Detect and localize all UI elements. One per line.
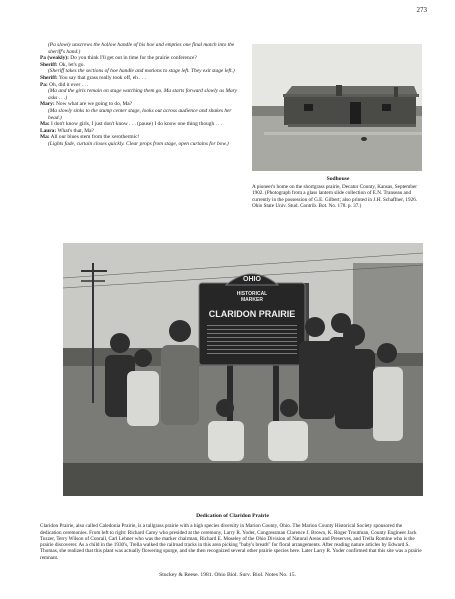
sodhouse-caption (252, 176, 424, 209)
claridon-prairie-photo (63, 243, 423, 496)
marker-banner-line1: HISTORICAL (236, 291, 268, 297)
dialogue-line (40, 55, 240, 62)
speaker-name: Laura: (40, 127, 57, 134)
speaker-name: Ma: (40, 121, 50, 128)
line-text: Now what are we going to do, Ma? (54, 101, 133, 108)
sodhouse-photo (252, 44, 422, 171)
speaker-name: Sheriff: (40, 74, 58, 81)
speaker-name: Mary: (40, 101, 55, 108)
line-text: I don't know girls, I just don't know . . . (pause) I do know one thing though . . . (49, 121, 223, 128)
sodhouse-caption-text: A pioneer's home on the shortgrass prairie, Decatur County, Kansas, September 1902. (Photograph from a glass lantern slide collection of E.N. Transeau and currently in the possession of G.E. Gilbert; also printed in J.H. Schaffner, 1926. Ohio State Univ. Stud. Contrib. Bot. No. 178. p. 37.) (252, 184, 418, 209)
dialogue-line (40, 101, 240, 108)
stage-direction: (Ma and the girls remain on stage watching them go. Ma starts forward slowly as Mary asks . . .) (48, 88, 238, 101)
dedication-caption (40, 513, 425, 561)
play-dialogue (40, 42, 240, 148)
sodhouse-title: Sodhouse (326, 176, 350, 182)
dialogue-line (40, 134, 240, 141)
stage-direction: (Pa slowly unscrews the hollow handle of his hoe and empties one final match into the sheriff's hand.) (48, 42, 235, 55)
line-text: You say that grass really took off, eh . . . (57, 74, 146, 81)
speaker-name: Pa: (40, 81, 48, 88)
marker-banner-line2: MARKER (241, 297, 263, 303)
speaker-name: Ma: (40, 134, 50, 141)
dedication-title: Dedication of Claridon Prairie (196, 513, 269, 519)
marker-state: OHIO (243, 276, 261, 283)
line-text: All our blues stem from the xerothermic! (49, 134, 140, 141)
line-text: What's that, Ma? (56, 127, 94, 134)
footer-citation: Stuckey & Reese. 1981. Ohio Biol. Surv. Biol. Notes No. 15. (159, 572, 296, 578)
marker-title: CLARIDON PRAIRIE (208, 309, 296, 319)
line-text: Do you think I'll get out in time for the prairie conference? (68, 55, 197, 62)
stage-direction: (Ma slowly sinks to the stump center stage, looks out across audience and shakes her head.) (48, 107, 232, 121)
dialogue-line (40, 121, 240, 128)
speaker-name: Pa (weakly): (40, 55, 69, 62)
page-number: 273 (416, 6, 427, 14)
dialogue-line (40, 75, 240, 82)
speaker-name: Sheriff: (40, 61, 58, 68)
line-text: Ok, let's go. (57, 61, 85, 68)
stage-direction: (Sheriff takes the sections of hoe handle and motions to stage left. They exit stage left.) (48, 68, 235, 75)
line-text: Oh, did it ever . . . (47, 81, 89, 88)
dedication-caption-text: Claridon Prairie, also called Caledonia Prairie, is a tallgrass prairie with a high species diversity in Marion County, Ohio. The Marion County Historical Society sponsored the dedication ceremonies. From left to right: Richard Carey who presided at the ceremony, Larry R. Yoder, Congressman Clarence J. Brown, K. Roger Troutman, County Engineer Jack Tozzer, Terry Wilson of Conrail, Carl Lehner who was the marker chairman, Richard E. Moseley of the Ohio Division of Natural Areas and Preserves, and Trella Romine who is the prairie discoverer. As a child in the 1930's, Trella walked the railroad tracks in this area picking "baby's breath" for floral arrangements. After reading nature articles by Edward S. Thomas, she realized that this plant was actually flowering spurge, and she then recognized several other prairie species here. Later Larry R. Yoder confirmed that this site was a prairie remnant. (40, 523, 422, 561)
stage-direction: (Lights fade, curtain closes quickly. Clear props from stage, open curtains for bow.) (48, 140, 229, 147)
